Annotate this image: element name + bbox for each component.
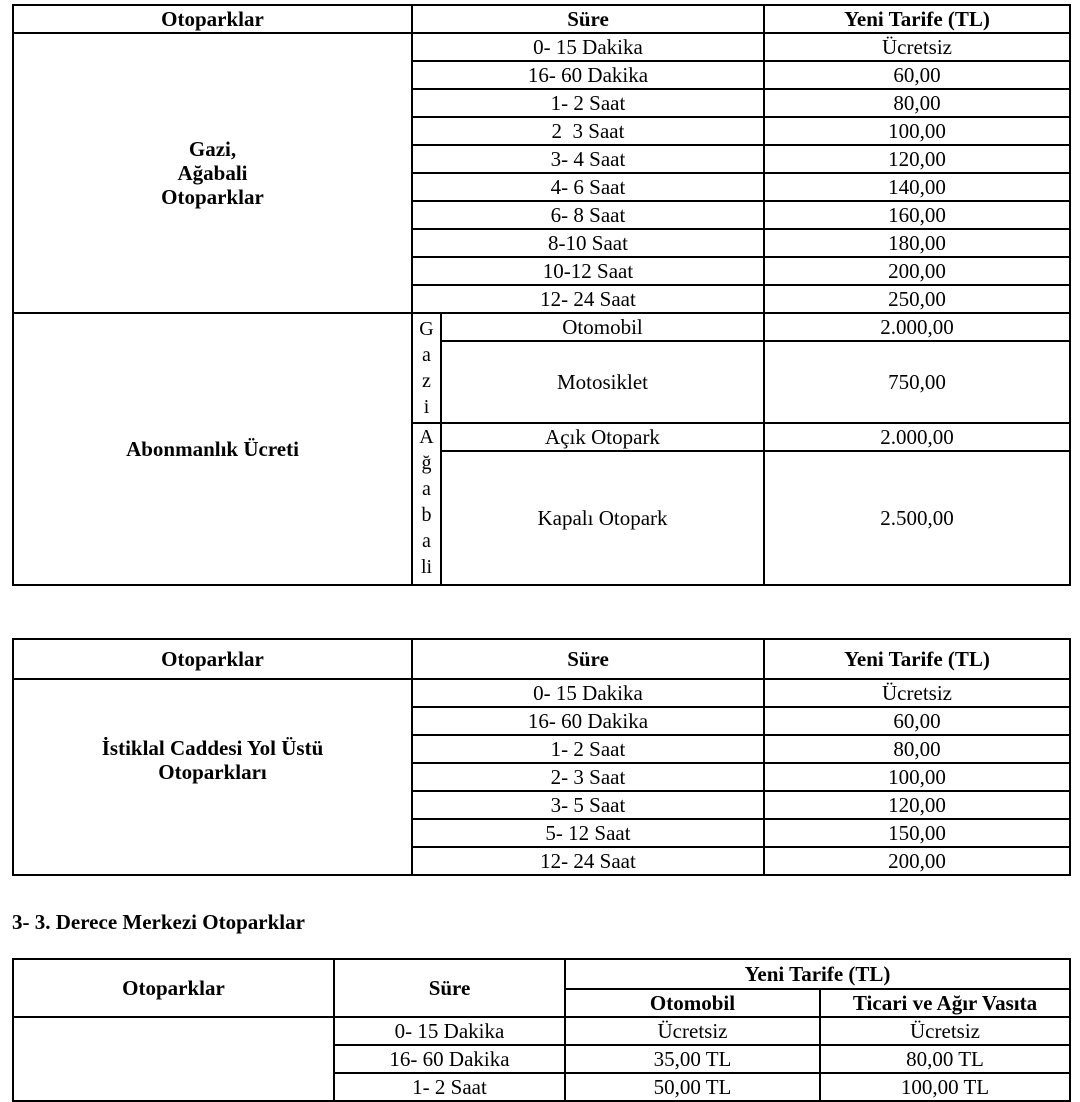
- table-cell-sure: 5- 12 Saat: [412, 819, 764, 847]
- table-cell-tarife: 160,00: [764, 201, 1070, 229]
- header-otoparklar: Otoparklar: [13, 639, 412, 679]
- table-cell-sure: 0- 15 Dakika: [412, 679, 764, 707]
- table-cell-sure: 3- 5 Saat: [412, 791, 764, 819]
- group-label-abonman: Abonmanlık Ücreti: [13, 313, 412, 585]
- table-cell-tarife: 180,00: [764, 229, 1070, 257]
- table-cell-tarife: 140,00: [764, 173, 1070, 201]
- table-cell-tarife: 200,00: [764, 257, 1070, 285]
- table-cell-sure: 4- 6 Saat: [412, 173, 764, 201]
- table-cell-sure: 8-10 Saat: [412, 229, 764, 257]
- table-cell-sure: 12- 24 Saat: [412, 285, 764, 313]
- table-cell-sure: 16- 60 Dakika: [334, 1045, 565, 1073]
- group-label-empty: [13, 1017, 334, 1101]
- table-cell-sure: 6- 8 Saat: [412, 201, 764, 229]
- header-yeni-tarife: Yeni Tarife (TL): [565, 959, 1070, 989]
- table-cell-tarife: 2.500,00: [764, 451, 1070, 585]
- table-cell-sure: 1- 2 Saat: [412, 89, 764, 117]
- table-cell-tarife: 80,00: [764, 89, 1070, 117]
- table-cell-sure: 1- 2 Saat: [412, 735, 764, 763]
- table-cell-tarife: Ücretsiz: [764, 679, 1070, 707]
- table-cell-type: Otomobil: [441, 313, 764, 341]
- table-cell-ticari: 100,00 TL: [820, 1073, 1070, 1101]
- table-cell-sure: 16- 60 Dakika: [412, 707, 764, 735]
- table-cell-sure: 10-12 Saat: [412, 257, 764, 285]
- table-cell-tarife: Ücretsiz: [764, 33, 1070, 61]
- group-label-istiklal: İstiklal Caddesi Yol Üstü Otoparkları: [13, 679, 412, 875]
- table-cell-type: Açık Otopark: [441, 423, 764, 451]
- table-cell-sure: 3- 4 Saat: [412, 145, 764, 173]
- table-cell-ticari: Ücretsiz: [820, 1017, 1070, 1045]
- table-cell-tarife: 150,00: [764, 819, 1070, 847]
- header-sure: Süre: [412, 5, 764, 33]
- table-cell-tarife: 60,00: [764, 61, 1070, 89]
- table-cell-otomobil: Ücretsiz: [565, 1017, 820, 1045]
- table-cell-sure: 2- 3 Saat: [412, 763, 764, 791]
- table-cell-tarife: 120,00: [764, 145, 1070, 173]
- table-cell-tarife: 80,00: [764, 735, 1070, 763]
- header-otomobil: Otomobil: [565, 989, 820, 1017]
- table-cell-tarife: 250,00: [764, 285, 1070, 313]
- table-cell-sure: 16- 60 Dakika: [412, 61, 764, 89]
- table-cell-type: Kapalı Otopark: [441, 451, 764, 585]
- table-cell-tarife: 100,00: [764, 117, 1070, 145]
- header-ticari: Ticari ve Ağır Vasıta: [820, 989, 1070, 1017]
- third-degree-tariff-table: [12, 958, 1071, 1102]
- istiklal-tariff-table: [12, 638, 1071, 876]
- header-sure: Süre: [334, 959, 565, 1017]
- section-title: 3- 3. Derece Merkezi Otoparklar: [12, 910, 305, 934]
- table-cell-type: Motosiklet: [441, 341, 764, 423]
- table-cell-tarife: 120,00: [764, 791, 1070, 819]
- table-cell-sure: 12- 24 Saat: [412, 847, 764, 875]
- vertical-label-agabali: A ğ a b a li: [412, 423, 441, 585]
- table-cell-tarife: 2.000,00: [764, 423, 1070, 451]
- table-cell-tarife: 200,00: [764, 847, 1070, 875]
- table-cell-otomobil: 35,00 TL: [565, 1045, 820, 1073]
- table-cell-ticari: 80,00 TL: [820, 1045, 1070, 1073]
- header-otoparklar: Otoparklar: [13, 959, 334, 1017]
- table-cell-tarife: 2.000,00: [764, 313, 1070, 341]
- header-yeni-tarife: Yeni Tarife (TL): [764, 5, 1070, 33]
- table-cell-tarife: 100,00: [764, 763, 1070, 791]
- header-otoparklar: Otoparklar: [13, 5, 412, 33]
- table-cell-tarife: 750,00: [764, 341, 1070, 423]
- header-sure: Süre: [412, 639, 764, 679]
- table-cell-tarife: 60,00: [764, 707, 1070, 735]
- table-cell-sure: 1- 2 Saat: [334, 1073, 565, 1101]
- table-cell-sure: 0- 15 Dakika: [412, 33, 764, 61]
- gazi-agabali-tariff-table: [12, 4, 1071, 586]
- table-cell-sure: 0- 15 Dakika: [334, 1017, 565, 1045]
- group-label-gazi-agabali: Gazi, Ağabali Otoparklar: [13, 33, 412, 313]
- table-cell-sure: 2 3 Saat: [412, 117, 764, 145]
- vertical-label-gazi: G a z i: [412, 313, 441, 423]
- header-yeni-tarife: Yeni Tarife (TL): [764, 639, 1070, 679]
- table-cell-otomobil: 50,00 TL: [565, 1073, 820, 1101]
